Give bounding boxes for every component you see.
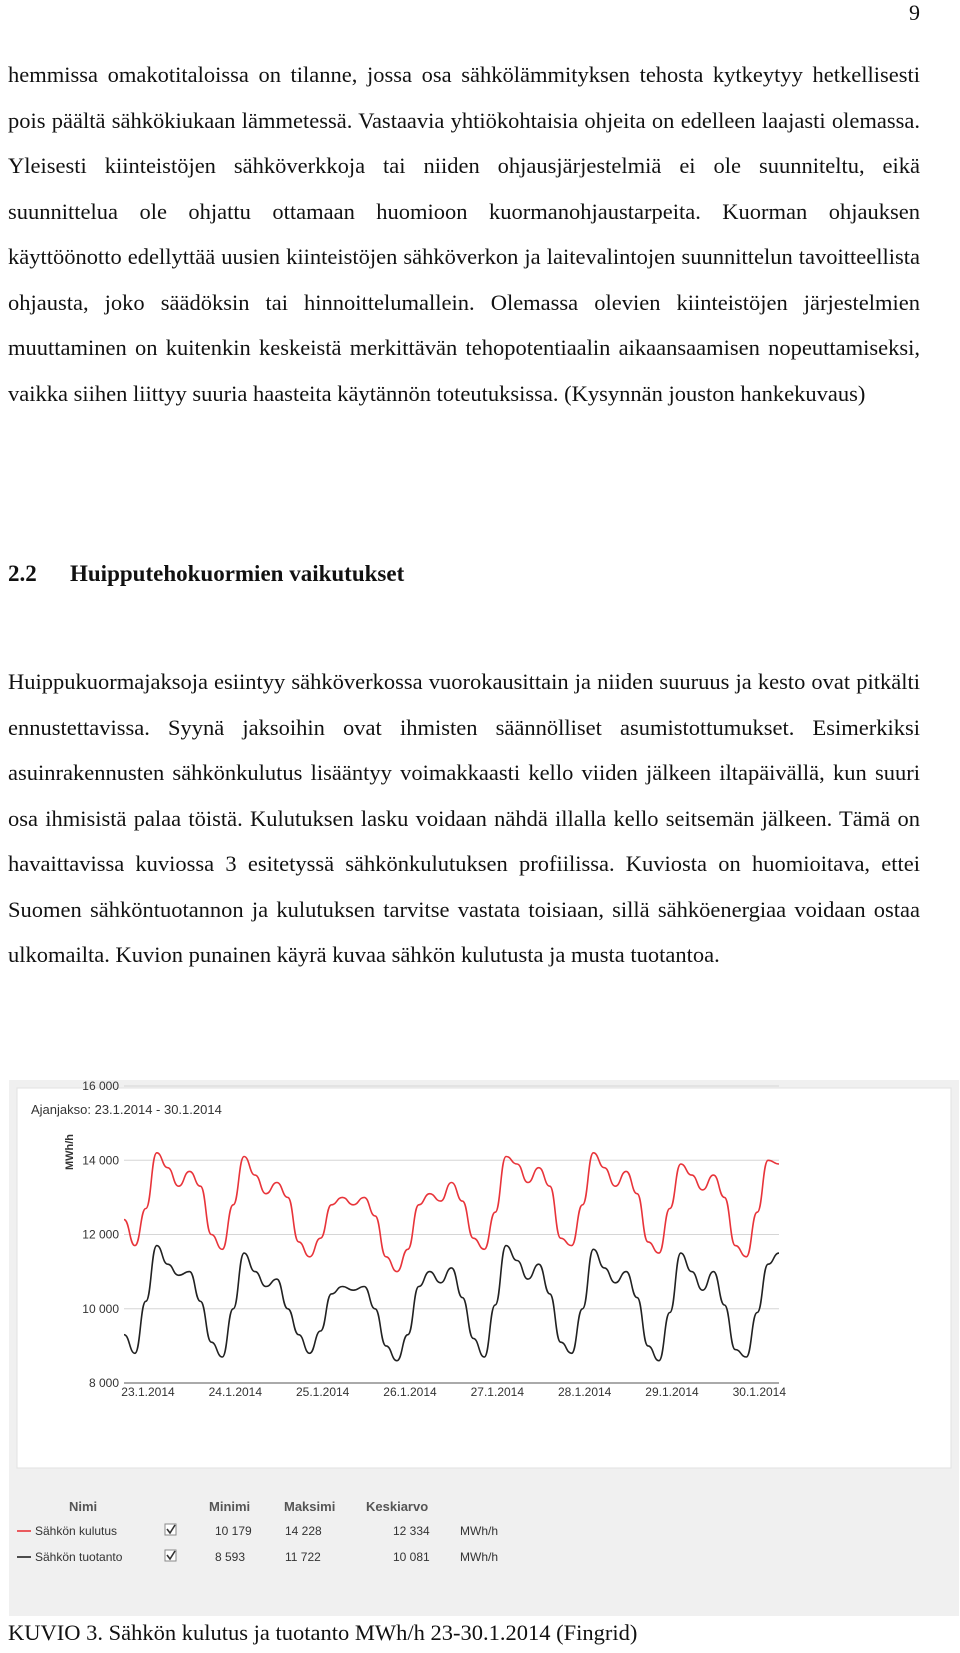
section-number: 2.2	[8, 561, 37, 586]
legend-min: 10 179	[215, 1524, 252, 1538]
legend-header: Minimi	[209, 1499, 251, 1514]
legend-header: Maksimi	[284, 1499, 336, 1514]
x-tick-label: 25.1.2014	[295, 1385, 350, 1399]
page-number: 9	[909, 0, 920, 25]
legend-series-name: Sähkön kulutus	[35, 1524, 118, 1538]
y-tick-label: 14 000	[82, 1153, 119, 1168]
legend-avg: 10 081	[393, 1550, 430, 1564]
legend-min: 8 593	[215, 1550, 246, 1564]
body-paragraph-2: Huippukuormajaksoja esiintyy sähköverkossa vuorokausittain ja niiden suuruus ja kesto ovat pitkälti ennustettavissa. Syynä jaksoihin ovat ihmisten säännölliset asumistottumukset. Esimerkiksi asuinrakennusten sähkönkulutus lisääntyy voimakkaasti kello viiden jälkeen iltapäivällä, kun suuri osa ihmisistä palaa töistä. Kulutuksen lasku voidaan nähdä illalla kello seitsemän jälkeen. Tämä on havaittavissa kuviossa 3 esitetyssä sähkönkulutuksen profiilissa. Kuviosta on huomioitava, ettei Suomen sähköntuotannon ja kulutuksen tarvitse vastata toisiaan, sillä sähköenergiaa voidaan ostaa ulkomailta. Kuvion punainen käyrä kuvaa sähkön kulutusta ja musta tuotantoa.	[8, 669, 920, 967]
chart-title: Ajanjakso: 23.1.2014 - 30.1.2014	[31, 1102, 222, 1117]
x-tick-label: 30.1.2014	[732, 1385, 787, 1399]
x-tick-label: 26.1.2014	[383, 1385, 437, 1399]
y-tick-label: 16 000	[82, 1080, 119, 1093]
x-tick-label: 29.1.2014	[645, 1385, 699, 1399]
x-tick-label: 27.1.2014	[470, 1385, 525, 1399]
legend-unit: MWh/h	[460, 1524, 499, 1538]
y-tick-label: 8 000	[88, 1376, 119, 1390]
legend-header: Nimi	[69, 1499, 98, 1514]
section-heading	[8, 561, 404, 587]
legend-avg: 12 334	[393, 1524, 430, 1538]
section-title: Huipputehokuormien vaikutukset	[70, 561, 405, 586]
body-paragraph-1: hemmissa omakotitaloissa on tilanne, jossa osa sähkölämmityksen tehosta kytkeytyy hetkellisesti pois päältä sähkökiukaan lämmetessä. Vastaavia yhtiökohtaisia ohjeita on edelleen laajasti olemassa. Yleisesti kiinteistöjen sähköverkkoja tai niiden ohjausjärjestelmiä ei ole suunniteltu, eikä suunnittelua ole ohjattu ottamaan huomioon kuormanohjaustarpeita. Kuorman ohjauksen käyttöönotto edellyttää uusien kiinteistöjen sähköverkon ja laitevalintojen suunnittelun tavoitteellista ohjausta, joko säädöksin tai hinnoittelumallein. Olemassa olevien kiinteistöjen järjestelmien muuttaminen on kuitenkin keskeistä merkittävän tehopotentiaalin aikaansaamisen nopeuttamiseksi, vaikka siihen liittyy suuria haasteita käytännön toteutuksissa. (Kysynnän jouston hankekuvaus)	[8, 62, 920, 406]
x-tick-label: 28.1.2014	[557, 1385, 612, 1399]
y-tick-label: 12 000	[82, 1227, 119, 1242]
x-tick-label: 23.1.2014	[121, 1385, 175, 1399]
figure-caption: KUVIO 3. Sähkön kulutus ja tuotanto MWh/h 23-30.1.2014 (Fingrid)	[8, 1620, 638, 1645]
y-tick-label: 10 000	[82, 1301, 119, 1316]
chart-figure	[9, 1080, 959, 1616]
legend-header: Keskiarvo	[366, 1499, 429, 1514]
y-axis-label: MWh/h	[64, 1133, 76, 1171]
legend-max: 11 722	[285, 1550, 321, 1564]
x-tick-label: 24.1.2014	[208, 1385, 263, 1399]
chart-panel	[17, 1088, 951, 1468]
legend-unit: MWh/h	[460, 1550, 499, 1564]
legend-max: 14 228	[285, 1524, 322, 1538]
legend-series-name: Sähkön tuotanto	[35, 1550, 123, 1564]
line-chart	[9, 1080, 959, 1616]
